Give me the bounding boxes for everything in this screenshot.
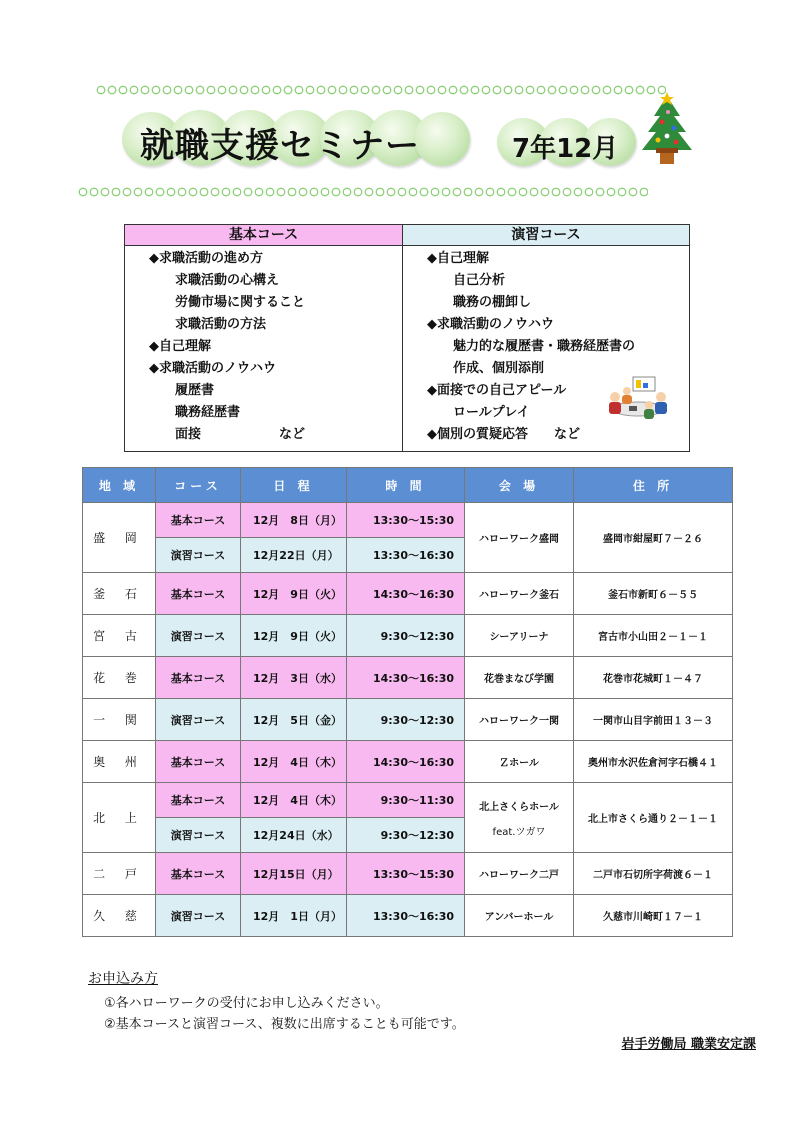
course-cell: 演習コース bbox=[156, 538, 241, 573]
date-cell: 12月 4日（木） bbox=[241, 741, 347, 783]
region-cell: 二 戸 bbox=[83, 853, 156, 895]
course-item: ロールプレイ bbox=[453, 405, 530, 420]
application-line: ②基本コースと演習コース、複数に出席することも可能です。 bbox=[104, 1017, 465, 1032]
venue-name: ハローワーク一関 bbox=[479, 716, 559, 727]
region-cell: 久 慈 bbox=[83, 895, 156, 937]
column-header: 会 場 bbox=[465, 468, 574, 503]
venue-cell bbox=[465, 895, 574, 937]
column-header: 日 程 bbox=[241, 468, 347, 503]
date-cell: 12月 9日（火） bbox=[241, 615, 347, 657]
column-header: 住 所 bbox=[574, 468, 733, 503]
address-cell: 一関市山目字前田１３－３ bbox=[574, 699, 733, 741]
page-title: 就職支援セミナー bbox=[140, 126, 420, 166]
course-item: 求職活動の方法 bbox=[175, 317, 267, 332]
course-cell: 基本コース bbox=[156, 503, 241, 538]
course-cell: 演習コース bbox=[156, 699, 241, 741]
course-item: ◆面接での自己アピール bbox=[427, 383, 567, 398]
address-cell: 奥州市水沢佐倉河字石橋４１ bbox=[574, 741, 733, 783]
time-cell: 9:30～12:30 bbox=[347, 615, 465, 657]
venue-subname: feat.ツガワ bbox=[492, 826, 546, 838]
course-item: 労働市場に関すること bbox=[175, 295, 306, 310]
seminar-month: 7年12月 bbox=[512, 134, 619, 164]
address-cell: 釜石市新町６－５５ bbox=[574, 573, 733, 615]
venue-cell bbox=[465, 615, 574, 657]
course-item: ◆自己理解 bbox=[427, 251, 489, 266]
course-cell: 基本コース bbox=[156, 741, 241, 783]
venue-cell bbox=[465, 853, 574, 895]
schedule-header-row bbox=[83, 468, 733, 503]
dotted-border-bottom bbox=[78, 187, 648, 197]
table-row bbox=[83, 783, 733, 818]
course-cell: 基本コース bbox=[156, 783, 241, 818]
time-cell: 9:30～11:30 bbox=[347, 783, 465, 818]
address-cell: 北上市さくら通り２－１－１ bbox=[574, 783, 733, 853]
time-cell: 14:30～16:30 bbox=[347, 573, 465, 615]
venue-cell bbox=[465, 741, 574, 783]
title-bubble bbox=[414, 112, 470, 166]
organization-name: 岩手労働局 職業安定課 bbox=[621, 1037, 756, 1052]
course-cell: 基本コース bbox=[156, 573, 241, 615]
region-cell: 宮 古 bbox=[83, 615, 156, 657]
venue-name: 北上さくらホール bbox=[479, 801, 559, 813]
application-line: ①各ハローワークの受付にお申し込みください。 bbox=[104, 996, 389, 1011]
address-cell: 花巻市花城町１－４７ bbox=[574, 657, 733, 699]
venue-name: ハローワーク釜石 bbox=[479, 590, 559, 601]
basic-course-list bbox=[125, 246, 402, 446]
address-cell: 宮古市小山田２－１－１ bbox=[574, 615, 733, 657]
date-cell: 12月 5日（金） bbox=[241, 699, 347, 741]
time-cell: 9:30～12:30 bbox=[347, 699, 465, 741]
course-item: ◆求職活動のノウハウ bbox=[427, 317, 554, 332]
column-header: コース bbox=[156, 468, 241, 503]
venue-name: アンバーホール bbox=[484, 912, 554, 923]
course-item: 自己分析 bbox=[453, 273, 506, 288]
table-row bbox=[83, 699, 733, 741]
date-cell: 12月24日（水） bbox=[241, 818, 347, 853]
date-cell: 12月 9日（火） bbox=[241, 573, 347, 615]
course-item: 職務経歴書 bbox=[175, 405, 241, 420]
venue-name: シーアリーナ bbox=[489, 632, 549, 643]
time-cell: 13:30～15:30 bbox=[347, 853, 465, 895]
course-item: 面接 など bbox=[175, 427, 306, 442]
course-item: ◆求職活動のノウハウ bbox=[149, 361, 276, 376]
dotted-border-top bbox=[96, 85, 666, 95]
venue-name: 花巻まなび学園 bbox=[484, 674, 554, 685]
venue-cell bbox=[465, 503, 574, 573]
schedule-table bbox=[82, 467, 733, 937]
venue-name: ハローワーク盛岡 bbox=[479, 534, 559, 545]
course-item: 求職活動の心構え bbox=[175, 273, 280, 288]
course-item: ◆求職活動の進め方 bbox=[149, 251, 263, 266]
region-cell: 釜 石 bbox=[83, 573, 156, 615]
table-row bbox=[83, 573, 733, 615]
venue-cell bbox=[465, 699, 574, 741]
region-cell: 北 上 bbox=[83, 783, 156, 853]
address-cell: 二戸市石切所字荷渡６－１ bbox=[574, 853, 733, 895]
address-cell: 盛岡市紺屋町７－２６ bbox=[574, 503, 733, 573]
course-cell: 基本コース bbox=[156, 853, 241, 895]
time-cell: 14:30～16:30 bbox=[347, 657, 465, 699]
region-cell: 一 関 bbox=[83, 699, 156, 741]
course-item: 履歴書 bbox=[175, 383, 215, 398]
table-row bbox=[83, 895, 733, 937]
time-cell: 13:30～16:30 bbox=[347, 895, 465, 937]
course-item: 作成、個別添削 bbox=[453, 361, 545, 376]
application-title: お申込み方 bbox=[88, 971, 158, 987]
date-cell: 12月 1日（月） bbox=[241, 895, 347, 937]
course-item: 職務の棚卸し bbox=[453, 295, 532, 310]
region-cell: 盛 岡 bbox=[83, 503, 156, 573]
basic-course-header: 基本コース bbox=[125, 225, 402, 246]
basic-course-column bbox=[125, 225, 403, 451]
time-cell: 13:30～16:30 bbox=[347, 538, 465, 573]
venue-name: Ｚホール bbox=[499, 758, 539, 769]
course-item: 魅力的な履歴書・職務経歴書の bbox=[453, 339, 636, 354]
venue-cell bbox=[465, 657, 574, 699]
venue-cell bbox=[465, 573, 574, 615]
christmas-tree-icon bbox=[636, 92, 698, 172]
time-cell: 9:30～12:30 bbox=[347, 818, 465, 853]
date-cell: 12月22日（月） bbox=[241, 538, 347, 573]
table-row bbox=[83, 615, 733, 657]
exercise-course-header: 演習コース bbox=[403, 225, 689, 246]
course-cell: 演習コース bbox=[156, 895, 241, 937]
table-row bbox=[83, 503, 733, 538]
date-cell: 12月15日（月） bbox=[241, 853, 347, 895]
venue-cell bbox=[465, 783, 574, 853]
course-item: ◆個別の質疑応答 など bbox=[427, 427, 580, 442]
table-row bbox=[83, 657, 733, 699]
venue-name: ハローワーク二戸 bbox=[479, 870, 559, 881]
time-cell: 13:30～15:30 bbox=[347, 503, 465, 538]
course-cell: 演習コース bbox=[156, 615, 241, 657]
column-header: 地 域 bbox=[83, 468, 156, 503]
course-cell: 演習コース bbox=[156, 818, 241, 853]
region-cell: 奥 州 bbox=[83, 741, 156, 783]
date-cell: 12月 4日（木） bbox=[241, 783, 347, 818]
region-cell: 花 巻 bbox=[83, 657, 156, 699]
course-item: ◆自己理解 bbox=[149, 339, 211, 354]
course-overview bbox=[124, 224, 690, 452]
course-cell: 基本コース bbox=[156, 657, 241, 699]
time-cell: 14:30～16:30 bbox=[347, 741, 465, 783]
date-cell: 12月 8日（月） bbox=[241, 503, 347, 538]
table-row bbox=[83, 853, 733, 895]
address-cell: 久慈市川崎町１７－１ bbox=[574, 895, 733, 937]
meeting-illustration-icon bbox=[603, 375, 673, 423]
date-cell: 12月 3日（水） bbox=[241, 657, 347, 699]
table-row bbox=[83, 741, 733, 783]
column-header: 時 間 bbox=[347, 468, 465, 503]
